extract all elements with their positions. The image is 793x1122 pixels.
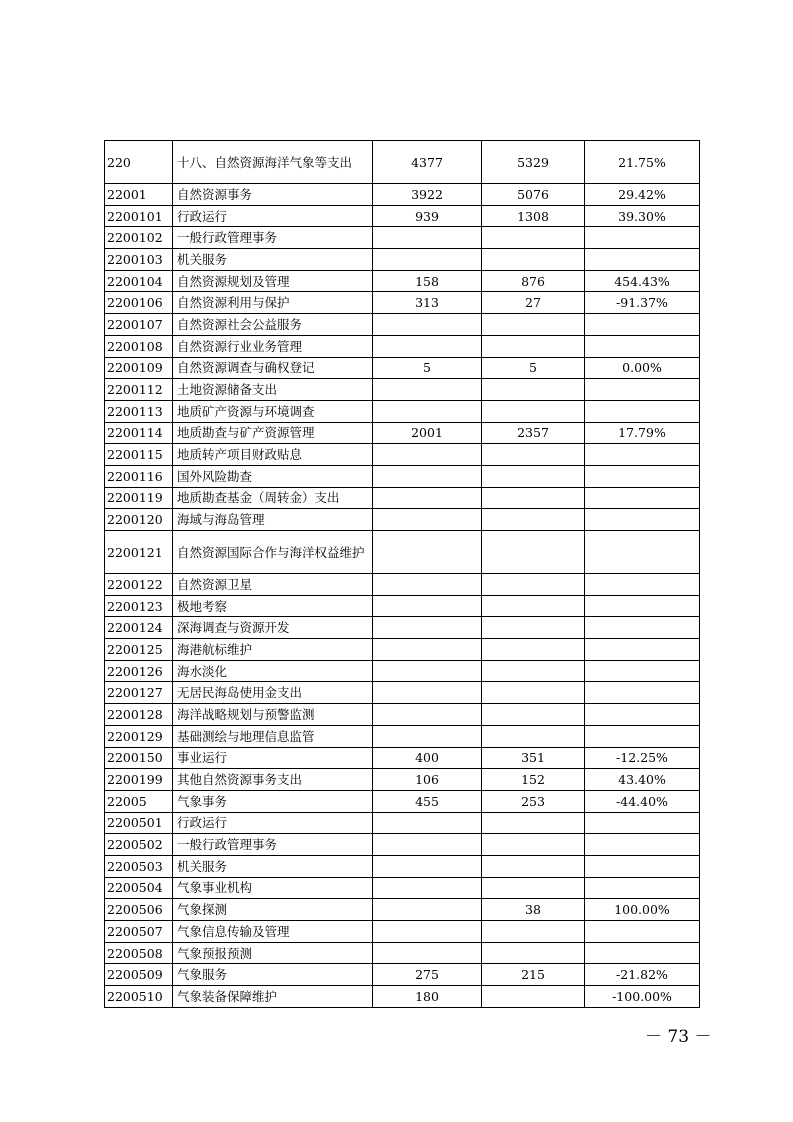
curr-amount <box>482 834 585 856</box>
curr-amount: 2357 <box>482 422 585 444</box>
item-code: 2200501 <box>105 812 173 834</box>
curr-amount: 5329 <box>482 141 585 184</box>
change-percent <box>585 465 700 487</box>
change-percent: -91.37% <box>585 292 700 314</box>
item-code: 2200199 <box>105 769 173 791</box>
item-name: 海域与海岛管理 <box>173 509 373 531</box>
curr-amount <box>482 574 585 596</box>
prev-amount: 106 <box>373 769 482 791</box>
table-row <box>105 487 700 509</box>
change-percent <box>585 509 700 531</box>
item-name: 国外风险勘查 <box>173 465 373 487</box>
prev-amount <box>373 444 482 466</box>
item-code: 2200124 <box>105 617 173 639</box>
item-code: 2200114 <box>105 422 173 444</box>
curr-amount <box>482 509 585 531</box>
change-percent: 39.30% <box>585 205 700 227</box>
item-name: 一般行政管理事务 <box>173 834 373 856</box>
curr-amount <box>482 249 585 271</box>
table-row <box>105 574 700 596</box>
item-code: 2200104 <box>105 270 173 292</box>
curr-amount: 1308 <box>482 205 585 227</box>
curr-amount: 351 <box>482 747 585 769</box>
curr-amount <box>482 639 585 661</box>
prev-amount <box>373 834 482 856</box>
table-row <box>105 422 700 444</box>
item-name: 机关服务 <box>173 249 373 271</box>
change-percent <box>585 639 700 661</box>
prev-amount <box>373 595 482 617</box>
item-name: 地质转产项目财政贴息 <box>173 444 373 466</box>
item-name: 机关服务 <box>173 855 373 877</box>
table-row <box>105 639 700 661</box>
curr-amount <box>482 335 585 357</box>
prev-amount <box>373 249 482 271</box>
item-code: 2200509 <box>105 964 173 986</box>
item-code: 2200123 <box>105 595 173 617</box>
item-code: 220 <box>105 141 173 184</box>
prev-amount: 400 <box>373 747 482 769</box>
item-code: 2200112 <box>105 379 173 401</box>
item-code: 2200127 <box>105 682 173 704</box>
table-row <box>105 682 700 704</box>
change-percent <box>585 921 700 943</box>
change-percent <box>585 335 700 357</box>
change-percent: 454.43% <box>585 270 700 292</box>
item-code: 2200108 <box>105 335 173 357</box>
prev-amount: 5 <box>373 357 482 379</box>
item-name: 气象探测 <box>173 899 373 921</box>
change-percent <box>585 812 700 834</box>
item-name: 气象事务 <box>173 790 373 812</box>
change-percent <box>585 682 700 704</box>
change-percent <box>585 834 700 856</box>
change-percent <box>585 725 700 747</box>
item-name: 海洋战略规划与预警监测 <box>173 704 373 726</box>
item-code: 2200101 <box>105 205 173 227</box>
table-row <box>105 444 700 466</box>
item-code: 2200504 <box>105 877 173 899</box>
table-row <box>105 227 700 249</box>
curr-amount <box>482 595 585 617</box>
table-row <box>105 465 700 487</box>
change-percent <box>585 704 700 726</box>
prev-amount <box>373 942 482 964</box>
table-row <box>105 855 700 877</box>
prev-amount <box>373 660 482 682</box>
curr-amount <box>482 487 585 509</box>
item-name: 深海调查与资源开发 <box>173 617 373 639</box>
curr-amount <box>482 942 585 964</box>
change-percent: 21.75% <box>585 141 700 184</box>
curr-amount <box>482 812 585 834</box>
item-name: 地质勘查基金（周转金）支出 <box>173 487 373 509</box>
curr-amount <box>482 704 585 726</box>
prev-amount: 2001 <box>373 422 482 444</box>
change-percent: 0.00% <box>585 357 700 379</box>
item-code: 2200125 <box>105 639 173 661</box>
prev-amount <box>373 531 482 574</box>
table-row <box>105 531 700 574</box>
item-code: 2200128 <box>105 704 173 726</box>
change-percent: 17.79% <box>585 422 700 444</box>
item-name: 土地资源储备支出 <box>173 379 373 401</box>
change-percent: -12.25% <box>585 747 700 769</box>
item-name: 行政运行 <box>173 205 373 227</box>
item-code: 2200129 <box>105 725 173 747</box>
item-name: 极地考察 <box>173 595 373 617</box>
curr-amount <box>482 379 585 401</box>
curr-amount <box>482 877 585 899</box>
table-row <box>105 184 700 206</box>
prev-amount <box>373 335 482 357</box>
item-name: 十八、自然资源海洋气象等支出 <box>173 141 373 184</box>
prev-amount <box>373 921 482 943</box>
table-row <box>105 877 700 899</box>
curr-amount: 5 <box>482 357 585 379</box>
curr-amount <box>482 617 585 639</box>
curr-amount: 27 <box>482 292 585 314</box>
table-row <box>105 400 700 422</box>
prev-amount: 158 <box>373 270 482 292</box>
item-code: 2200116 <box>105 465 173 487</box>
change-percent: 43.40% <box>585 769 700 791</box>
change-percent <box>585 660 700 682</box>
curr-amount <box>482 855 585 877</box>
curr-amount: 253 <box>482 790 585 812</box>
prev-amount <box>373 812 482 834</box>
item-name: 海水淡化 <box>173 660 373 682</box>
table-row <box>105 704 700 726</box>
curr-amount <box>482 682 585 704</box>
item-name: 自然资源调查与确权登记 <box>173 357 373 379</box>
item-name: 地质勘查与矿产资源管理 <box>173 422 373 444</box>
item-name: 无居民海岛使用金支出 <box>173 682 373 704</box>
table-row <box>105 921 700 943</box>
curr-amount: 38 <box>482 899 585 921</box>
prev-amount <box>373 855 482 877</box>
prev-amount <box>373 574 482 596</box>
item-code: 2200107 <box>105 314 173 336</box>
item-name: 行政运行 <box>173 812 373 834</box>
item-name: 事业运行 <box>173 747 373 769</box>
item-code: 2200502 <box>105 834 173 856</box>
table-body <box>105 141 700 1008</box>
item-name: 自然资源事务 <box>173 184 373 206</box>
budget-table <box>104 140 700 1008</box>
table-row <box>105 335 700 357</box>
page-number: － 73 － <box>645 1027 712 1047</box>
table-row <box>105 270 700 292</box>
change-percent <box>585 574 700 596</box>
prev-amount <box>373 227 482 249</box>
table-row <box>105 790 700 812</box>
item-code: 2200508 <box>105 942 173 964</box>
item-name: 自然资源行业业务管理 <box>173 335 373 357</box>
item-code: 2200113 <box>105 400 173 422</box>
item-code: 2200109 <box>105 357 173 379</box>
curr-amount <box>482 400 585 422</box>
table-row <box>105 509 700 531</box>
curr-amount <box>482 986 585 1008</box>
item-name: 自然资源社会公益服务 <box>173 314 373 336</box>
item-code: 2200503 <box>105 855 173 877</box>
item-code: 2200507 <box>105 921 173 943</box>
item-code: 2200115 <box>105 444 173 466</box>
curr-amount <box>482 444 585 466</box>
change-percent <box>585 531 700 574</box>
item-code: 2200506 <box>105 899 173 921</box>
prev-amount <box>373 314 482 336</box>
prev-amount <box>373 877 482 899</box>
change-percent <box>585 227 700 249</box>
change-percent <box>585 942 700 964</box>
table-row <box>105 249 700 271</box>
prev-amount <box>373 465 482 487</box>
item-name: 自然资源规划及管理 <box>173 270 373 292</box>
prev-amount <box>373 899 482 921</box>
item-name: 地质矿产资源与环境调查 <box>173 400 373 422</box>
change-percent <box>585 487 700 509</box>
table-row <box>105 660 700 682</box>
table-row <box>105 769 700 791</box>
prev-amount: 3922 <box>373 184 482 206</box>
prev-amount: 313 <box>373 292 482 314</box>
change-percent <box>585 400 700 422</box>
curr-amount <box>482 314 585 336</box>
table-row <box>105 725 700 747</box>
curr-amount: 876 <box>482 270 585 292</box>
item-code: 2200103 <box>105 249 173 271</box>
item-code: 2200510 <box>105 986 173 1008</box>
table-row <box>105 205 700 227</box>
item-code: 2200119 <box>105 487 173 509</box>
item-name: 基础测绘与地理信息监管 <box>173 725 373 747</box>
table-row <box>105 986 700 1008</box>
change-percent <box>585 595 700 617</box>
prev-amount <box>373 379 482 401</box>
prev-amount <box>373 509 482 531</box>
item-code: 2200122 <box>105 574 173 596</box>
item-name: 自然资源利用与保护 <box>173 292 373 314</box>
table-row <box>105 357 700 379</box>
item-code: 2200106 <box>105 292 173 314</box>
table-row <box>105 292 700 314</box>
change-percent: 29.42% <box>585 184 700 206</box>
change-percent <box>585 379 700 401</box>
curr-amount <box>482 660 585 682</box>
prev-amount <box>373 617 482 639</box>
item-code: 2200120 <box>105 509 173 531</box>
curr-amount: 215 <box>482 964 585 986</box>
curr-amount <box>482 725 585 747</box>
table-row <box>105 379 700 401</box>
item-code: 2200102 <box>105 227 173 249</box>
prev-amount: 180 <box>373 986 482 1008</box>
curr-amount <box>482 227 585 249</box>
change-percent: -100.00% <box>585 986 700 1008</box>
curr-amount: 152 <box>482 769 585 791</box>
item-code: 22001 <box>105 184 173 206</box>
item-name: 气象事业机构 <box>173 877 373 899</box>
prev-amount: 939 <box>373 205 482 227</box>
prev-amount <box>373 725 482 747</box>
table-row <box>105 899 700 921</box>
table-row <box>105 812 700 834</box>
item-code: 2200121 <box>105 531 173 574</box>
prev-amount <box>373 487 482 509</box>
curr-amount <box>482 531 585 574</box>
table-row <box>105 141 700 184</box>
change-percent <box>585 444 700 466</box>
change-percent: -44.40% <box>585 790 700 812</box>
prev-amount: 275 <box>373 964 482 986</box>
item-name: 自然资源国际合作与海洋权益维护 <box>173 531 373 574</box>
table-row <box>105 314 700 336</box>
item-code: 2200126 <box>105 660 173 682</box>
table-row <box>105 747 700 769</box>
item-name: 海港航标维护 <box>173 639 373 661</box>
item-name: 一般行政管理事务 <box>173 227 373 249</box>
change-percent: 100.00% <box>585 899 700 921</box>
change-percent <box>585 249 700 271</box>
curr-amount <box>482 465 585 487</box>
change-percent <box>585 314 700 336</box>
change-percent: -21.82% <box>585 964 700 986</box>
table-row <box>105 617 700 639</box>
table-row <box>105 834 700 856</box>
item-name: 气象信息传输及管理 <box>173 921 373 943</box>
curr-amount <box>482 921 585 943</box>
curr-amount: 5076 <box>482 184 585 206</box>
change-percent <box>585 877 700 899</box>
prev-amount <box>373 639 482 661</box>
item-name: 气象预报预测 <box>173 942 373 964</box>
change-percent <box>585 617 700 639</box>
item-name: 自然资源卫星 <box>173 574 373 596</box>
item-code: 2200150 <box>105 747 173 769</box>
table-row <box>105 964 700 986</box>
prev-amount: 4377 <box>373 141 482 184</box>
prev-amount <box>373 704 482 726</box>
item-name: 其他自然资源事务支出 <box>173 769 373 791</box>
change-percent <box>585 855 700 877</box>
prev-amount: 455 <box>373 790 482 812</box>
item-name: 气象服务 <box>173 964 373 986</box>
prev-amount <box>373 682 482 704</box>
item-name: 气象装备保障维护 <box>173 986 373 1008</box>
table-row <box>105 595 700 617</box>
item-code: 22005 <box>105 790 173 812</box>
prev-amount <box>373 400 482 422</box>
table-row <box>105 942 700 964</box>
